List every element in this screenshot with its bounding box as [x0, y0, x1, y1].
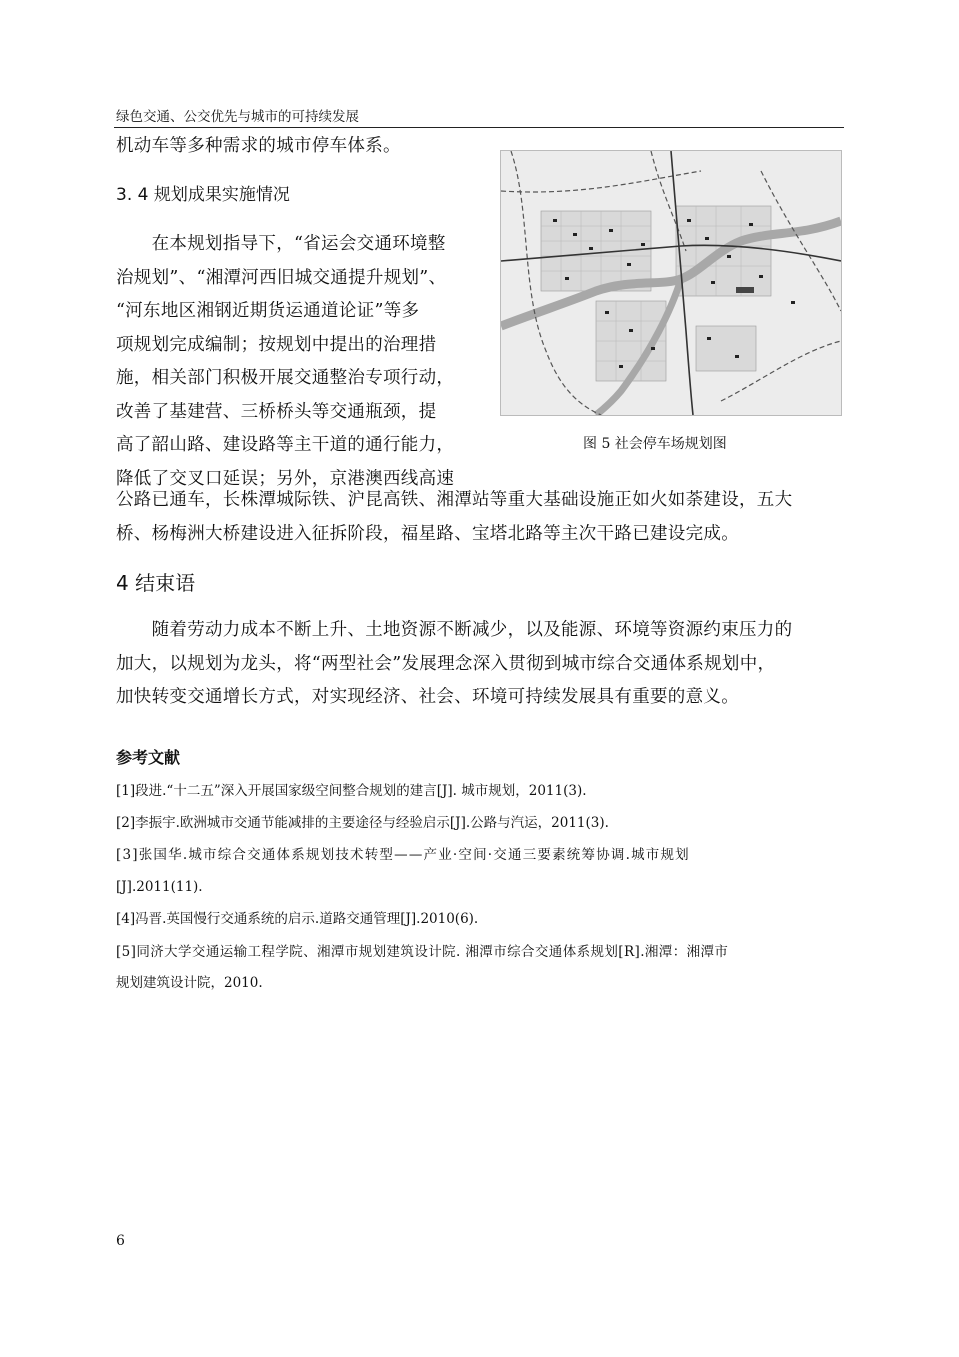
paragraph-line: 公路已通车，长株潭城际铁、沪昆高铁、湘潭站等重大基础设施正如火如荼建设，五大 — [116, 490, 793, 510]
paragraph-line: 随着劳动力成本不断上升、土地资源不断减少，以及能源、环境等资源约束压力的 — [116, 620, 793, 640]
paragraph-line: 治规划”、“湘潭河西旧城交通提升规划”、 — [116, 267, 447, 288]
reference-line: [J].2011(11). — [116, 879, 203, 895]
figure-caption: 图 5 社会停车场规划图 — [583, 436, 727, 452]
paragraph-line: 降低了交叉口延误；另外，京港澳西线高速 — [116, 468, 455, 489]
reference-line: [4]冯晋.英国慢行交通系统的启示.道路交通管理[J].2010(6). — [116, 911, 479, 927]
section-heading-4: 4 结束语 — [116, 571, 196, 595]
left-column-paragraph — [116, 228, 496, 496]
reference-line: [3]张国华.城市综合交通体系规划技术转型——产业·空间·交通三要素统筹协调.城市规划 — [116, 847, 690, 863]
paragraph-line: 加大，以规划为龙头，将“两型社会”发展理念深入贯彻到城市综合交通体系规划中， — [116, 653, 776, 674]
paragraph-line: 项规划完成编制；按规划中提出的治理措 — [116, 334, 437, 355]
paragraph-line: 桥、杨梅洲大桥建设进入征拆阶段，福星路、宝塔北路等主次干路已建设完成。 — [116, 523, 739, 544]
header-rule — [114, 127, 844, 128]
section-heading-3-4: 3. 4 规划成果实施情况 — [116, 185, 290, 205]
continuation-line: 机动车等多种需求的城市停车体系。 — [116, 136, 401, 156]
reference-line: [1]段进.“十二五”深入开展国家级空间整合规划的建言[J]. 城市规划，2011(3). — [116, 783, 587, 799]
running-header: 绿色交通、公交优先与城市的可持续发展 — [116, 109, 359, 125]
paragraph-line: “河东地区湘钢近期货运通道论证”等多 — [116, 301, 420, 321]
conclusion-paragraph — [116, 614, 844, 715]
parking-plan-map-figure — [500, 150, 842, 416]
reference-line: 规划建筑设计院，2010. — [116, 975, 263, 991]
city-map-image — [501, 151, 841, 415]
paragraph-line: 加快转变交通增长方式，对实现经济、社会、环境可持续发展具有重要的意义。 — [116, 687, 739, 707]
reference-line: [5]同济大学交通运输工程学院、湘潭市规划建筑设计院. 湘潭市综合交通体系规划[R].湘潭：湘潭市 — [116, 944, 729, 960]
paragraph-line: 改善了基建营、三桥桥头等交通瓶颈，提 — [116, 401, 437, 422]
paragraph-line: 施，相关部门积极开展交通整治专项行动， — [116, 368, 455, 388]
reference-line: [2]李振宇.欧洲城市交通节能减排的主要途径与经验启示[J].公路与汽运，2011(3). — [116, 815, 609, 831]
paragraph-line: 在本规划指导下，“省运会交通环境整 — [116, 234, 446, 254]
full-width-paragraph — [116, 484, 844, 551]
page-number: 6 — [116, 1233, 125, 1249]
paragraph-line: 高了韶山路、建设路等主干道的通行能力， — [116, 435, 455, 455]
references-heading: 参考文献 — [116, 748, 181, 767]
